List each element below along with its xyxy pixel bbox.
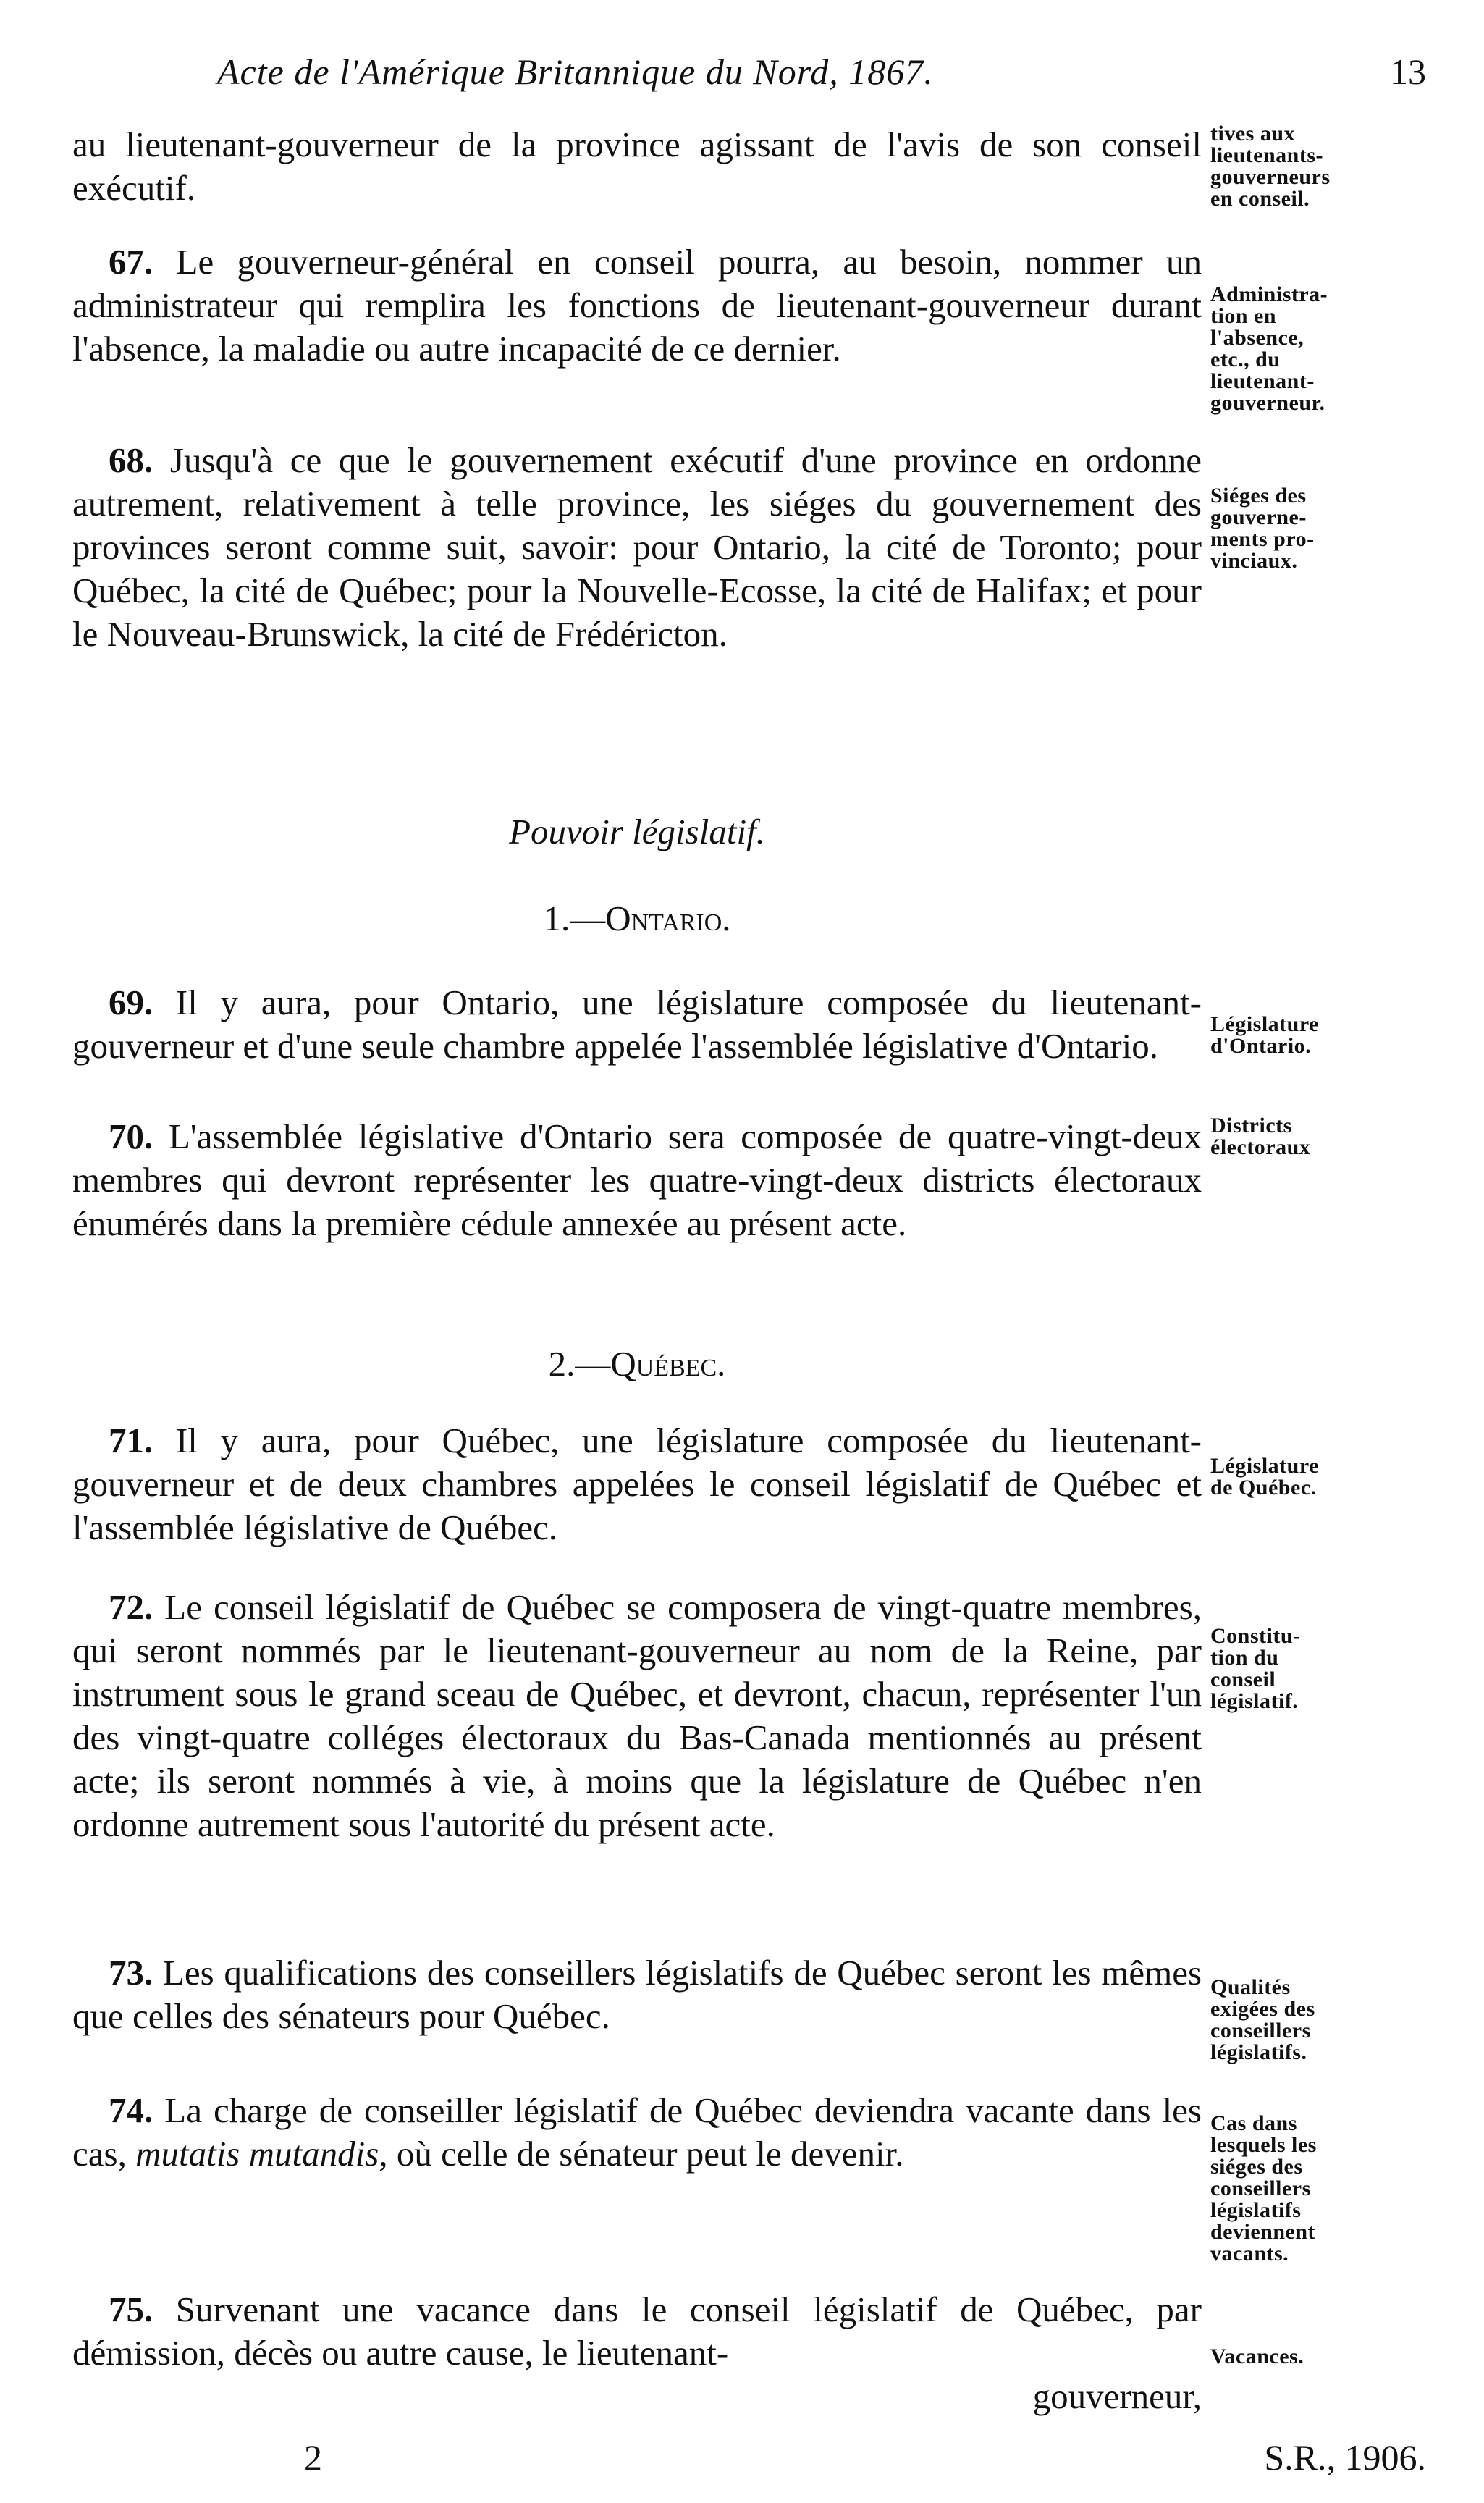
section-number: 72. [109,1587,153,1627]
section-71 [72,1419,1202,1549]
margin-note-74: Cas dans lesquels les siéges des conseillers législatifs deviennent vacants. [1210,2111,1317,2266]
section-69 [72,981,1202,1068]
section-text: Il y aura, pour Québec, une législature composée du lieutenant-gouverneur et de deux chambres appelées le conseil législatif de Québec et l'assemblée législative de Québec. [72,1421,1202,1547]
section-70 [72,1115,1202,1245]
page-number: 13 [1390,51,1426,92]
running-title: Acte de l'Amérique Britannique du Nord, 1867. [217,51,934,92]
margin-note-66: tives aux lieutenants- gouverneurs en conseil. [1210,122,1331,211]
section-68 [72,439,1202,656]
section-74 [72,2089,1202,2176]
section-number: 68. [109,440,153,480]
statute-reference: S.R., 1906. [1264,2437,1426,2478]
margin-note-75: Vacances. [1210,2344,1304,2368]
section-text-end: où celle de sénateur peut le devenir. [387,2134,904,2174]
margin-note-69: Législature d'Ontario. [1210,1012,1319,1058]
section-text: Jusqu'à ce que le gouvernement exécutif d'une province en ordonne autrement, relativement à telle province, les siéges du gouvernement des provinces seront comme suit, savoir: pour Ontario, la cité de Toronto; pour Québec, la cité de Québec; pour la Nouvelle-Ecosse, la cité de Halifax; et pour le Nouveau-Brunswick, la cité de Frédéricton. [72,440,1202,654]
signature-mark: 2 [304,2437,322,2478]
section-number: 69. [109,983,153,1022]
section-number: 74. [109,2090,153,2130]
margin-note-73: Qualités exigées des conseillers législatifs. [1210,1975,1315,2064]
heading-ontario: 1.—Ontario. [543,899,731,938]
margin-note-67: Administra- tion en l'absence, etc., du lieutenant- gouverneur. [1210,282,1328,415]
heading-quebec: 2.—Québec. [548,1344,726,1384]
section-text: Le conseil législatif de Québec se composera de vingt-quatre membres, qui seront nommés par le lieutenant-gouverneur au nom de la Reine, par instrument sous le grand sceau de Québec, et devront, chacun, représenter l'un des vingt-quatre colléges électoraux du Bas-Canada mentionnés au présent acte; ils seront nommés à vie, à moins que la législature de Québec n'en ordonne autrement sous l'autorité du présent acte. [72,1587,1202,1844]
margin-note-71: Législature de Québec. [1210,1454,1319,1499]
catchword: gouverneur, [1032,2376,1202,2416]
margin-note-70: Districts électoraux [1210,1114,1311,1159]
section-number: 67. [109,242,153,282]
section-number: 71. [109,1421,153,1460]
paragraph-66-continuation [72,123,1202,210]
latin-phrase: mutatis mutandis, [135,2134,388,2174]
section-number: 70. [109,1116,153,1156]
section-text: Il y aura, pour Ontario, une législature composée du lieutenant-gouverneur et d'une seule chambre appelée l'assemblée législative d'Ontario. [72,983,1202,1066]
section-text: L'assemblée législative d'Ontario sera composée de quatre-vingt-deux membres qui devront représenter les quatre-vingt-deux districts électoraux énumérés dans la première cédule annexée au présent acte. [72,1116,1202,1243]
section-number: 75. [109,2289,153,2329]
margin-note-72: Constitu- tion du conseil législatif. [1210,1624,1301,1713]
paragraph-text: au lieutenant-gouverneur de la province agissant de l'avis de son conseil exécutif. [72,125,1202,208]
section-72 [72,1586,1202,1846]
margin-note-68: Siéges des gouverne- ments pro- vinciaux. [1210,484,1315,573]
section-75 [72,2288,1202,2418]
section-text: Le gouverneur-général en conseil pourra, au besoin, nommer un administrateur qui remplira les fonctions de lieutenant-gouverneur durant l'absence, la maladie ou autre incapacité de ce dernier. [72,242,1202,369]
section-text: La charge de conseiller législatif de Québec deviendra vacante dans les cas, [72,2090,1202,2174]
section-text: Les qualifications des conseillers législatifs de Québec seront les mêmes que celles des sénateurs pour Québec. [72,1953,1202,2036]
section-text: Survenant une vacance dans le conseil législatif de Québec, par démission, décès ou autre cause, le lieutenant- [72,2289,1202,2373]
section-73 [72,1951,1202,2038]
section-number: 73. [109,1953,153,1993]
page-header [72,51,1426,109]
section-67 [72,240,1202,371]
heading-legislative-power: Pouvoir législatif. [509,812,765,851]
